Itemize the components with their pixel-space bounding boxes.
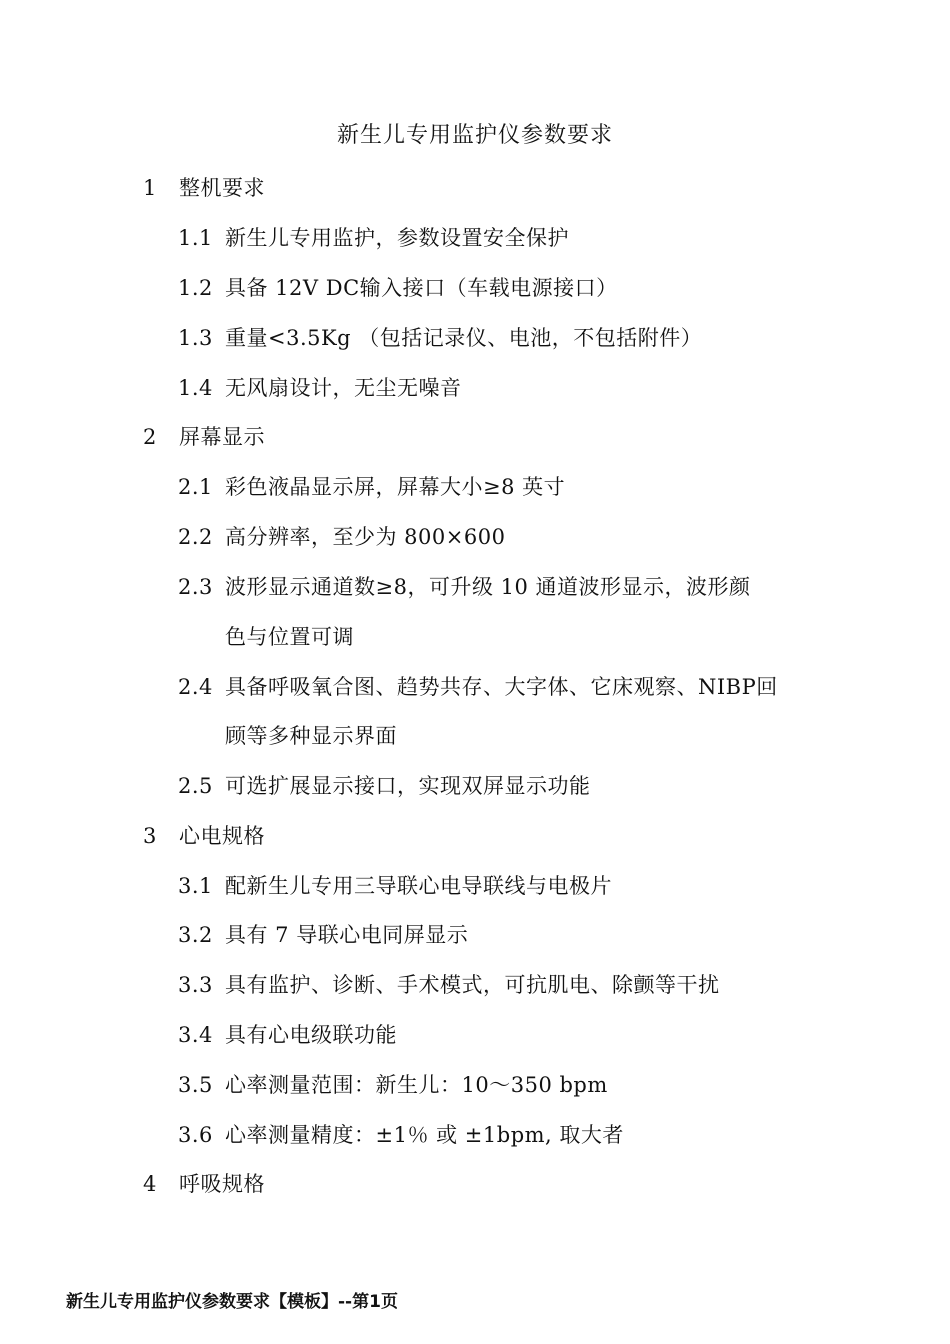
section-number: 3 [143, 824, 157, 848]
section-title: 屏幕显示 [179, 425, 265, 449]
list-item [178, 969, 720, 999]
list-item [178, 322, 702, 352]
item-text: 心率测量精度：±1％ 或 ±1bpm, 取大者 [225, 1123, 624, 1147]
item-text: 具有监护、诊断、手术模式，可抗肌电、除颤等干扰 [225, 973, 720, 997]
item-text: 无风扇设计，无尘无噪音 [225, 376, 462, 400]
item-number: 1.3 [178, 326, 213, 350]
item-number: 2.3 [178, 575, 213, 599]
item-text: 心率测量范围：新生儿：10～350 bpm [225, 1073, 608, 1097]
item-number: 2.2 [178, 525, 213, 549]
item-text: 波形显示通道数≥8，可升级 10 通道波形显示，波形颜 [225, 575, 751, 599]
list-item [178, 870, 612, 900]
section-number: 1 [143, 176, 157, 200]
section-heading [143, 172, 265, 202]
item-continuation: 色与位置可调 [225, 625, 354, 649]
list-item [178, 222, 569, 252]
item-text: 可选扩展显示接口，实现双屏显示功能 [225, 774, 591, 798]
item-number: 1.4 [178, 376, 213, 400]
item-text: 具备 12V DC输入接口（车载电源接口） [225, 276, 618, 300]
list-item [178, 1019, 397, 1049]
list-item [178, 1119, 624, 1149]
item-text: 彩色液晶显示屏，屏幕大小≥8 英寸 [225, 475, 566, 499]
section-title: 整机要求 [179, 176, 265, 200]
section-number: 4 [143, 1172, 157, 1196]
list-item [178, 770, 591, 800]
item-number: 3.3 [178, 973, 213, 997]
item-text: 高分辨率，至少为 800×600 [225, 525, 506, 549]
item-number: 1.2 [178, 276, 213, 300]
item-text: 具有心电级联功能 [225, 1023, 397, 1047]
item-number: 1.1 [178, 226, 213, 250]
list-item [178, 471, 565, 501]
section-heading [143, 820, 265, 850]
item-number: 3.5 [178, 1073, 213, 1097]
item-number: 2.4 [178, 675, 213, 699]
item-number: 2.5 [178, 774, 213, 798]
item-text: 具备呼吸氧合图、趋势共存、大字体、它床观察、NIBP回 [225, 675, 778, 699]
item-number: 3.1 [178, 874, 213, 898]
page-footer: 新生儿专用监护仪参数要求【模板】--第1页 [66, 1292, 398, 1312]
item-number: 2.1 [178, 475, 213, 499]
item-number: 3.4 [178, 1023, 213, 1047]
section-title: 呼吸规格 [179, 1172, 265, 1196]
list-item [178, 919, 468, 949]
item-number: 3.6 [178, 1123, 213, 1147]
list-item [178, 372, 462, 402]
item-continuation: 顾等多种显示界面 [225, 724, 397, 748]
list-item [178, 272, 618, 302]
document-title: 新生儿专用监护仪参数要求 [336, 123, 613, 148]
section-title: 心电规格 [179, 824, 265, 848]
list-item [178, 1069, 608, 1099]
list-item [178, 521, 505, 551]
section-number: 2 [143, 425, 157, 449]
item-text: 配新生儿专用三导联心电导联线与电极片 [225, 874, 612, 898]
section-heading [143, 421, 265, 451]
item-text: 重量<3.5Kg （包括记录仪、电池，不包括附件） [225, 326, 703, 350]
item-text: 新生儿专用监护，参数设置安全保护 [225, 226, 569, 250]
item-text: 具有 7 导联心电同屏显示 [225, 923, 469, 947]
section-heading [143, 1168, 265, 1198]
item-number: 3.2 [178, 923, 213, 947]
list-item [178, 571, 751, 601]
list-item [178, 671, 778, 701]
